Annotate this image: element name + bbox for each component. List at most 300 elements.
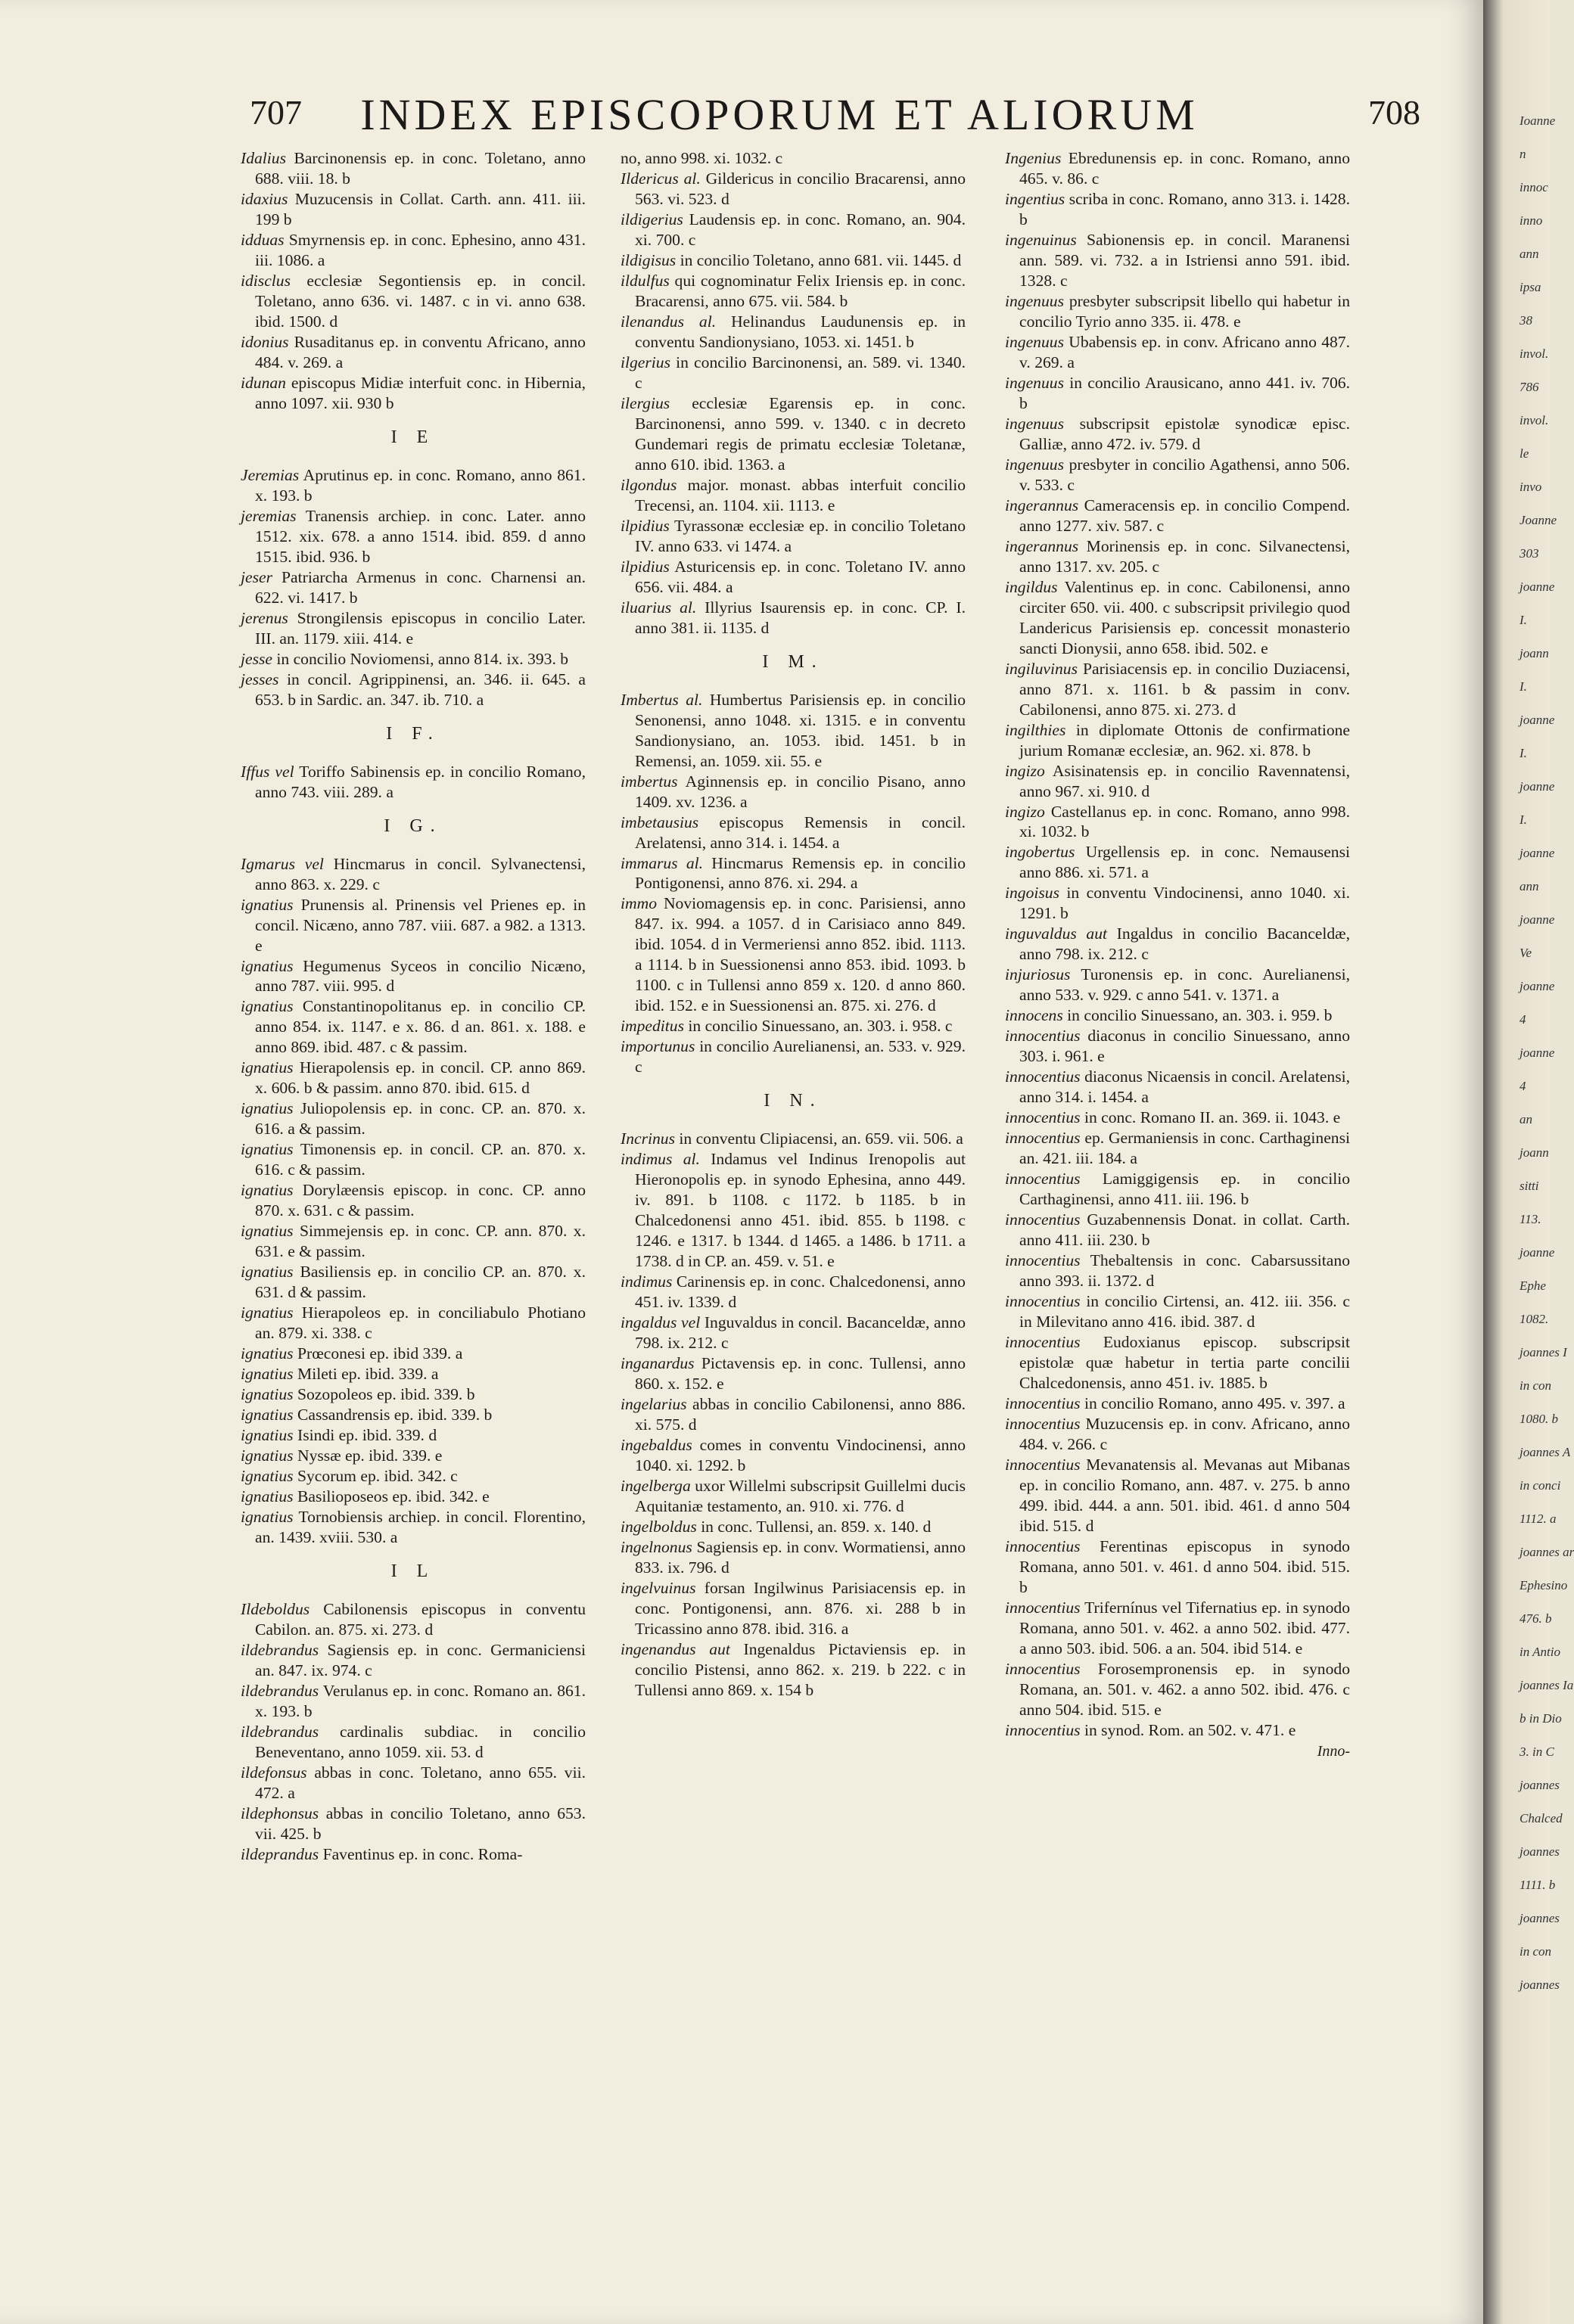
edge-text-fragment: joannes [1520, 1978, 1560, 1992]
index-entry [621, 1578, 966, 1639]
index-entry [1005, 189, 1350, 230]
edge-text-fragment: ipsa [1520, 280, 1541, 294]
entry-text: Humbertus Parisiensis ep. in concilio Senonensi, anno 1048. xi. 1315. e in conventu Sandionysiano, an. 1053. ibid. 1451. b in Remensi, an. 1059. xii. 55. e [635, 690, 966, 770]
entry-text: Sagiensis ep. in conv. Wormatiensi, anno 833. ix. 796. d [635, 1538, 966, 1577]
index-entry [241, 1681, 586, 1722]
entry-text: Basiliensis ep. in concilio CP. an. 870. x. 631. d & passim. [255, 1263, 586, 1302]
index-entry [621, 516, 966, 557]
page-number-left: 707 [250, 93, 302, 132]
index-entry [1005, 332, 1350, 373]
entry-headword: ingiluvinus [1005, 659, 1078, 678]
entry-text: Hincmarus in concil. Sylvanectensi, anno 863. x. 229. c [255, 854, 586, 893]
index-entry [1005, 1393, 1350, 1414]
entry-headword: ildebrandus [241, 1722, 319, 1741]
index-entry [621, 312, 966, 353]
index-entry [621, 210, 966, 250]
edge-text-fragment: joannes I [1520, 1345, 1567, 1359]
entry-text: in conc. Romano II. an. 369. ii. 1043. e [1084, 1108, 1341, 1127]
entry-headword: idisclus [241, 271, 291, 290]
index-entry [241, 670, 586, 710]
index-entry [1005, 965, 1350, 1005]
entry-headword: jesses [241, 670, 279, 688]
entry-headword: ignatius [241, 1303, 294, 1322]
entry-headword: ingelboldus [621, 1518, 697, 1536]
index-entry [241, 1640, 586, 1681]
entry-text: Lamiggigensis ep. in concilio Carthaginensi, anno 411. iii. 196. b [1019, 1170, 1350, 1209]
entry-headword: ignatius [241, 895, 294, 914]
edge-text-fragment: 4 [1520, 1012, 1526, 1027]
index-entry [241, 1446, 586, 1466]
edge-text-fragment: invol. [1520, 413, 1549, 427]
entry-text: presbyter in concilio Agathensi, anno 506. v. 533. c [1019, 455, 1351, 494]
edge-text-fragment: joannes [1520, 1778, 1560, 1792]
index-entry [621, 353, 966, 393]
entry-headword: innocens [1005, 1006, 1063, 1025]
index-entry [621, 1016, 966, 1036]
entry-headword: ildigisus [621, 250, 677, 269]
entry-text: Basilioposeos ep. ibid. 342. e [297, 1487, 490, 1506]
entry-headword: ignatius [241, 1222, 294, 1241]
edge-text-fragment: 3. in C [1520, 1745, 1554, 1759]
entry-headword: immarus al. [621, 853, 704, 872]
entry-text: Smyrnensis ep. in conc. Ephesino, anno 431. iii. 1086. a [255, 230, 586, 269]
entry-text: Helinandus Laudunensis ep. in conventu Sandionysiano, 1053. xi. 1451. b [635, 312, 966, 351]
entry-text: Rusaditanus ep. in conventu Africano, anno 484. v. 269. a [255, 332, 586, 371]
entry-text: comes in conventu Vindocinensi, anno 1040. xi. 1292. b [635, 1436, 966, 1475]
edge-text-fragment: b in Dio [1520, 1711, 1562, 1726]
index-entry [621, 1537, 966, 1578]
entry-headword: Ildericus al. [621, 169, 701, 188]
entry-text: in concilio Romano, anno 495. v. 397. a [1084, 1394, 1345, 1413]
edge-text-fragment: Ve [1520, 946, 1532, 960]
index-entry [241, 189, 586, 230]
entry-text: Noviomagensis ep. in conc. Parisiensi, anno 847. ix. 994. a 1057. d in Carisiaco anno 849. ibid. 1054. d in Vermeriensi anno 852. ibid. 1113. a 1114. b in Suessionensi anno 853. ibid. 1093. b 1100. c in Tullensi anno 859 x. 120. d anno 860. ibid. 152. e in Suessionensi an. 875. xi. 276. d [635, 894, 966, 1015]
entry-headword: Iffus vel [241, 762, 294, 781]
entry-text: Barcinonensis ep. in conc. Toletano, anno 688. viii. 18. b [255, 149, 586, 188]
entry-headword: ignatius [241, 1140, 294, 1159]
entry-headword: ingenuus [1005, 455, 1064, 474]
entry-text: in conc. Tullensi, an. 859. x. 140. d [701, 1518, 932, 1536]
entry-text: episcopus Remensis in concil. Arelatensi, anno 314. i. 1454. a [635, 812, 966, 852]
entry-headword: innocentius [1005, 1108, 1081, 1127]
index-entry [241, 506, 586, 567]
entry-text: Muzucensis in Collat. Carth. ann. 411. iii. 199 b [255, 189, 586, 228]
section-heading: I F. [386, 723, 440, 744]
index-entry [241, 608, 586, 649]
entry-headword: Imbertus al. [621, 690, 703, 709]
edge-text-fragment: 1080. b [1520, 1412, 1558, 1426]
entry-text: Sabionensis ep. in concil. Maranensi ann. 589. vi. 732. a in Istriensi anno 591. ibid. 1328. c [1019, 230, 1350, 290]
edge-text-fragment: invol. [1520, 346, 1549, 361]
index-entry [1005, 536, 1350, 577]
entry-text: Constantinopolitanus ep. in concilio CP. anno 854. ix. 1147. e x. 86. d an. 861. x. 188. e anno 869. ibid. 487. c & passim. [255, 997, 586, 1057]
entry-text: in concilio Sinuessano, an. 303. i. 959. b [1067, 1006, 1333, 1025]
entry-headword: ingilthies [1005, 720, 1066, 739]
entry-headword: ildebrandus [241, 1641, 319, 1660]
entry-headword: ilgondus [621, 475, 677, 494]
edge-text-fragment: joannes [1520, 1911, 1560, 1925]
index-entry [621, 1435, 966, 1476]
entry-text: Ebredunensis ep. in conc. Romano, anno 465. v. 86. c [1019, 149, 1350, 188]
entry-text: ecclesiæ Egarensis ep. in conc. Barcinonensi, anno 599. v. 1340. c in decreto Gundemari regis de primatu ecclesiæ Toletanæ, anno 610. ibid. 1363. a [635, 393, 966, 474]
entry-headword: ingelnonus [621, 1538, 692, 1557]
entry-text: Juliopolensis ep. in conc. CP. an. 870. x. 616. a & passim. [255, 1099, 586, 1139]
entry-text: Illyrius Isaurensis ep. in conc. CP. I. anno 381. ii. 1135. d [635, 598, 966, 637]
entry-text: Ingenaldus Pictaviensis ep. in concilio Pistensi, anno 862. x. 219. b 222. c in Tullensi anno 869. x. 154 b [635, 1639, 966, 1699]
edge-text-fragment: Ephe [1520, 1279, 1546, 1293]
index-entry [241, 1364, 586, 1384]
adjacent-page-edge [1483, 0, 1574, 2324]
entry-text: Mileti ep. ibid. 339. a [297, 1365, 439, 1384]
entry-headword: innocentius [1005, 1394, 1081, 1413]
entry-headword: ignatius [241, 1365, 294, 1384]
index-entry [241, 1344, 586, 1364]
index-entry [1005, 1291, 1350, 1332]
index-entry [241, 1384, 586, 1405]
section-heading: I E [390, 427, 436, 447]
entry-headword: ingenuus [1005, 373, 1064, 392]
index-entry [1005, 1210, 1350, 1251]
entry-text: Eudoxianus episcop. subscripsit epistolæ quæ habetur in tertia parte concilii Chalcedonensis, anno 451. iv. 1885. b [1019, 1333, 1350, 1393]
entry-text: major. monast. abbas interfuit concilio Trecensi, an. 1104. xii. 1113. e [635, 475, 966, 514]
entry-headword: ignatius [241, 1344, 294, 1363]
entry-text: Ubabensis ep. in conv. Africano anno 487. v. 269. a [1019, 332, 1350, 371]
index-entry [241, 996, 586, 1058]
entry-headword: ignatius [241, 1263, 294, 1282]
entry-headword: innocentius [1005, 1170, 1081, 1188]
index-entry [241, 895, 586, 956]
edge-text-fragment: 1082. [1520, 1312, 1549, 1326]
entry-text: abbas in conc. Toletano, anno 655. vii. 472. a [255, 1763, 586, 1802]
edge-text-fragment: n [1520, 147, 1526, 161]
entry-text: Hierapoleos ep. in conciliabulo Photiano an. 879. xi. 338. c [255, 1303, 586, 1343]
index-entry [241, 1722, 586, 1763]
index-entry [621, 250, 966, 271]
index-entry [621, 475, 966, 516]
index-entry [1005, 577, 1350, 659]
index-entry [241, 271, 586, 332]
edge-text-fragment: ann [1520, 247, 1539, 261]
edge-text-fragment: an [1520, 1112, 1532, 1126]
entry-text: Toriffo Sabinensis ep. in concilio Romano, anno 743. viii. 289. a [255, 762, 586, 801]
entry-text: Thebaltensis in conc. Cabarsussitano anno 393. ii. 1372. d [1019, 1251, 1350, 1291]
entry-headword: innocentius [1005, 1720, 1081, 1739]
entry-text: Asturicensis ep. in conc. Toletano IV. anno 656. vii. 484. a [635, 557, 966, 596]
index-entry [621, 393, 966, 475]
index-column-1 [241, 148, 586, 2145]
entry-headword: Ingenius [1005, 149, 1062, 167]
entry-text: Cassandrensis ep. ibid. 339. b [297, 1406, 493, 1425]
entry-headword: ingerannus [1005, 536, 1079, 555]
edge-text-fragment: sitti [1520, 1179, 1539, 1193]
index-entry [241, 1763, 586, 1804]
page-header-title: INDEX EPISCOPORUM ET ALIORUM [360, 90, 1199, 139]
entry-headword: ingenandus aut [621, 1639, 730, 1658]
index-entry [241, 1405, 586, 1425]
entry-text: Muzucensis ep. in conv. Africano, anno 484. v. 266. c [1019, 1415, 1350, 1454]
index-entry [241, 1599, 586, 1640]
edge-text-fragment: I. [1520, 746, 1527, 760]
index-entry [621, 1149, 966, 1272]
edge-text-fragment: inno [1520, 213, 1543, 228]
edge-text-fragment: ann [1520, 879, 1539, 893]
entry-text: Verulanus ep. in conc. Romano an. 861. x. 193. b [255, 1681, 586, 1720]
index-entry [241, 1466, 586, 1487]
entry-headword: ignatius [241, 1385, 294, 1404]
entry-text: Tornobiensis archiep. in concil. Florentino, an. 1439. xviii. 530. a [255, 1508, 586, 1547]
index-entry [241, 1487, 586, 1507]
entry-text: presbyter subscripsit libello qui habetur in concilio Tyrio anno 335. ii. 478. e [1019, 291, 1350, 331]
index-entry [1005, 1536, 1350, 1598]
index-entry [621, 1394, 966, 1435]
edge-text-fragment: in conci [1520, 1478, 1561, 1493]
entry-headword: ignatius [241, 1446, 294, 1465]
edge-text-fragment: joann [1520, 1145, 1549, 1160]
index-entry [1005, 1026, 1350, 1067]
entry-text: Dorylæensis episcop. in conc. CP. anno 870. x. 631. c & passim. [255, 1181, 586, 1220]
entry-headword: innocentius [1005, 1292, 1081, 1311]
entry-text: in diplomate Ottonis de confirmatione jurium Romanæ ecclesiæ, an. 962. xi. 878. b [1019, 720, 1350, 760]
index-entry [1005, 1332, 1350, 1393]
edge-text-fragment: invo [1520, 480, 1542, 494]
entry-headword: ingelvuinus [621, 1578, 696, 1597]
entry-text: in concilio Cirtensi, an. 412. iii. 356. c in Milevitano anno 416. ibid. 387. d [1019, 1292, 1350, 1331]
index-entry [241, 1058, 586, 1098]
entry-headword: ingentius [1005, 189, 1065, 208]
index-entry [621, 1036, 966, 1077]
index-entry [1005, 1414, 1350, 1455]
index-entry [621, 1476, 966, 1517]
edge-text-fragment: I. [1520, 679, 1527, 694]
entry-headword: ingenuus [1005, 414, 1064, 433]
entry-headword: innocentius [1005, 1067, 1081, 1086]
index-entry [621, 1313, 966, 1353]
edge-text-fragment: Ioanne [1520, 113, 1556, 128]
index-entry [1005, 414, 1350, 455]
index-entry [241, 332, 586, 373]
entry-text: Strongilensis episcopus in concilio Later. III. an. 1179. xiii. 414. e [255, 608, 586, 648]
entry-headword: innocentius [1005, 1659, 1081, 1678]
entry-text: Indamus vel Indinus Irenopolis aut Hieronopolis ep. in synodo Ephesina, anno 449. iv. 891. b 1108. c 1172. b 1185. b in Chalcedonensi anno 451. ibid. 855. b 1198. c 1246. e 1317. b 1344. d 1465. a 1486. b 1711. a 1738. d in CP. an. 459. v. 51. e [635, 1150, 966, 1271]
entry-headword: innocentius [1005, 1129, 1081, 1148]
index-entry [241, 649, 586, 670]
entry-headword: ingizo [1005, 761, 1045, 780]
index-entry [1005, 291, 1350, 332]
entry-text: Turonensis ep. in conc. Aurelianensi, anno 533. v. 929. c anno 541. v. 1371. a [1019, 965, 1350, 1005]
entry-text: Timonensis ep. in concil. CP. an. 870. x. 616. c & passim. [255, 1140, 586, 1179]
index-entry [1005, 883, 1350, 924]
edge-text-fragment: joannes A [1520, 1445, 1571, 1459]
entry-headword: inganardus [621, 1354, 695, 1373]
entry-text: Aginnensis ep. in concilio Pisano, anno 1409. xv. 1236. a [635, 772, 966, 811]
index-entry [1005, 1598, 1350, 1659]
entry-text: Hegumenus Syceos in concilio Nicæno, anno 787. viii. 995. d [255, 956, 586, 996]
entry-headword: injuriosus [1005, 965, 1071, 984]
entry-headword: ignatius [241, 1181, 294, 1200]
entry-text: Forosempronensis ep. in synodo Romana, an. 501. v. 462. a anno 502. ibid. 476. c anno 504. ibid. 515. e [1019, 1659, 1350, 1719]
index-column-2 [621, 148, 966, 2145]
page-number-right: 708 [1368, 93, 1420, 132]
edge-text-fragment: I. [1520, 812, 1527, 827]
edge-text-fragment: joanne [1520, 1245, 1555, 1260]
edge-text-fragment: 1112. a [1520, 1512, 1557, 1526]
entry-text: Simmejensis ep. in conc. CP. ann. 870. x. 631. e & passim. [255, 1222, 586, 1261]
entry-headword: indimus al. [621, 1150, 700, 1169]
entry-text: ecclesiæ Segontiensis ep. in concil. Toletano, anno 636. vi. 1487. c in vi. anno 638. ibid. 1500. d [255, 271, 586, 331]
index-entry [241, 148, 586, 189]
entry-text: in concilio Aurelianensi, an. 533. v. 929. c [635, 1037, 966, 1077]
index-entry [241, 762, 586, 803]
index-entry [1005, 148, 1350, 189]
entry-text: scriba in conc. Romano, anno 313. i. 1428. b [1019, 189, 1350, 228]
entry-headword: ildephonsus [241, 1804, 319, 1822]
index-entry [1005, 1169, 1350, 1210]
edge-text-fragment: joannes Ia [1520, 1678, 1574, 1692]
entry-headword: ildigerius [621, 210, 683, 228]
index-entry [621, 1272, 966, 1313]
entry-text: in concilio Arausicano, anno 441. iv. 706. b [1019, 373, 1350, 412]
index-entry [241, 373, 586, 414]
edge-text-fragment: joanne [1520, 846, 1555, 860]
entry-text: forsan Ingilwinus Parisiacensis ep. in conc. Pontigonensi, ann. 876. xi. 288 b in Tricassino anno 878. ibid. 316. a [635, 1578, 966, 1638]
entry-text: in concilio Barcinonensi, an. 589. vi. 1340. c [635, 353, 966, 392]
entry-headword: ilpidius [621, 516, 670, 535]
entry-headword: ilergius [621, 393, 670, 412]
index-entry [241, 465, 586, 506]
edge-text-fragment: Joanne [1520, 513, 1557, 527]
edge-text-fragment: joannes ar [1520, 1545, 1574, 1559]
entry-text: Tranensis archiep. in conc. Later. anno 1512. xix. 678. a anno 1514. ibid. 859. d anno 1515. ibid. 936. b [255, 506, 586, 566]
entry-headword: ingizo [1005, 802, 1045, 821]
entry-headword: ingoisus [1005, 884, 1059, 903]
edge-text-fragment: 1111. b [1520, 1878, 1556, 1892]
edge-text-fragment: in Antio [1520, 1645, 1560, 1659]
index-entry [621, 893, 966, 1016]
index-entry [1005, 455, 1350, 496]
entry-headword: innocentius [1005, 1333, 1081, 1352]
entry-text: in concilio Sinuessano, an. 303. i. 958. c [688, 1017, 953, 1036]
entry-text: abbas in concilio Cabilonensi, anno 886. xi. 575. d [635, 1395, 966, 1434]
index-entry [1005, 373, 1350, 414]
index-entry [241, 1262, 586, 1303]
entry-text: Castellanus ep. in conc. Romano, anno 998. xi. 1032. b [1019, 802, 1350, 841]
index-entry [1005, 1659, 1350, 1720]
entry-headword: ingobertus [1005, 843, 1075, 862]
entry-headword: Idalius [241, 149, 286, 167]
entry-text: Prunensis al. Prinensis vel Prienes ep. in concil. Nicæno, anno 787. viii. 687. a 982. a 1313. e [255, 895, 586, 955]
entry-headword: indimus [621, 1272, 673, 1291]
entry-headword: idunan [241, 373, 286, 392]
edge-text-fragment: 113. [1520, 1212, 1541, 1226]
index-entry [1005, 1108, 1350, 1128]
entry-text: diaconus Nicaensis in concil. Arelatensi, anno 314. i. 1454. a [1019, 1067, 1351, 1107]
entry-text: Inguvaldus in concil. Bacanceldæ, anno 798. ix. 212. c [635, 1313, 966, 1353]
entry-headword: jeremias [241, 506, 297, 525]
edge-text-fragment: in con [1520, 1378, 1552, 1393]
entry-headword: ilpidius [621, 557, 670, 576]
entry-text: in concilio Noviomensi, anno 814. ix. 393. b [276, 649, 569, 668]
entry-headword: idaxius [241, 189, 288, 208]
index-entry [1005, 1455, 1350, 1536]
index-entry [621, 1639, 966, 1701]
index-entry [1005, 659, 1350, 720]
edge-text-fragment: joanne [1520, 713, 1555, 727]
index-entry [621, 1129, 966, 1149]
entry-headword: ildebrandus [241, 1681, 319, 1700]
index-entry [1005, 842, 1350, 883]
entry-headword: jeser [241, 567, 272, 586]
entry-text: Laudensis ep. in conc. Romano, an. 904. xi. 700. c [635, 210, 966, 249]
index-entry [1005, 924, 1350, 965]
index-column-3 [1005, 148, 1350, 2145]
edge-text-fragment: I. [1520, 613, 1527, 627]
entry-headword: innocentius [1005, 1598, 1081, 1617]
entry-headword: ilgerius [621, 353, 670, 371]
index-entry [241, 1507, 586, 1548]
entry-text: Trifernínus vel Tifernatius ep. in synodo Romana, anno 501. v. 462. a anno 502. ibid. 477. a anno 503. ibid. 506. a an. 504. ibid 514. e [1019, 1598, 1350, 1658]
entry-headword: ingenuus [1005, 332, 1064, 351]
entry-headword: ingelberga [621, 1477, 691, 1496]
entry-headword: iluarius al. [621, 598, 697, 617]
edge-text-fragment: Ephesino [1520, 1578, 1568, 1592]
entry-text: in synod. Rom. an 502. v. 471. e [1084, 1720, 1296, 1739]
index-entry [1005, 761, 1350, 802]
entry-headword: ingildus [1005, 577, 1058, 596]
index-entry [621, 1517, 966, 1537]
index-entry [621, 690, 966, 772]
edge-text-fragment: in con [1520, 1944, 1552, 1959]
entry-headword: ignatius [241, 1508, 294, 1527]
index-entry [241, 1221, 586, 1262]
entry-headword: ilenandus al. [621, 312, 717, 331]
index-entry [1005, 802, 1350, 843]
index-entry [621, 598, 966, 638]
entry-text: Asisinatensis ep. in concilio Ravennatensi, anno 967. xi. 910. d [1019, 761, 1350, 800]
index-entry [241, 1844, 586, 1865]
entry-headword: ildulfus [621, 271, 670, 290]
index-entry [241, 567, 586, 608]
entry-text: Gildericus in concilio Bracarensi, anno 563. vi. 523. d [635, 169, 966, 208]
entry-text: qui cognominatur Felix Iriensis ep. in conc. Bracarensi, anno 675. vii. 584. b [635, 271, 966, 310]
index-entry [621, 853, 966, 894]
entry-text: in concilio Toletano, anno 681. vii. 1445. d [680, 250, 962, 269]
entry-text: Pictavensis ep. in conc. Tullensi, anno 860. x. 152. e [635, 1354, 966, 1393]
index-entry [1005, 496, 1350, 536]
index-entry [1005, 1005, 1350, 1026]
entry-headword: ignatius [241, 956, 294, 975]
entry-headword: ignatius [241, 1467, 294, 1486]
entry-text: in concil. Agrippinensi, an. 346. ii. 645. a 653. b in Sardic. an. 347. ib. 710. a [255, 670, 586, 709]
entry-text: cardinalis subdiac. in concilio Beneventano, anno 1059. xii. 53. d [255, 1722, 586, 1761]
entry-headword: Incrinus [621, 1129, 675, 1148]
entry-text: Ingaldus in concilio Bacanceldæ, anno 798. ix. 212. c [1019, 924, 1350, 964]
index-entry [241, 1425, 586, 1446]
entry-headword: idonius [241, 332, 289, 351]
entry-headword: innocentius [1005, 1415, 1081, 1434]
edge-text-fragment: 4 [1520, 1079, 1526, 1093]
entry-text: Nyssæ ep. ibid. 339. e [297, 1446, 443, 1465]
index-entry [241, 230, 586, 271]
edge-text-fragment: 303 [1520, 546, 1539, 561]
entry-text: ep. Germaniensis in conc. Carthaginensi an. 421. iii. 184. a [1019, 1129, 1350, 1168]
entry-headword: ingenuus [1005, 291, 1064, 310]
entry-headword: innocentius [1005, 1536, 1081, 1555]
entry-headword: ingenuinus [1005, 230, 1077, 249]
entry-text: Morinensis ep. in conc. Silvanectensi, anno 1317. xv. 205. c [1019, 536, 1350, 576]
entry-text: Mevanatensis al. Mevanas aut Mibanas ep. in concilio Romano, ann. 487. v. 275. b anno 499. ibid. 444. a ann. 501. ibid. 461. d anno 504 ibid. 515. d [1019, 1456, 1350, 1535]
entry-headword: ingaldus vel [621, 1313, 701, 1332]
edge-text-fragment: joanne [1520, 779, 1555, 794]
